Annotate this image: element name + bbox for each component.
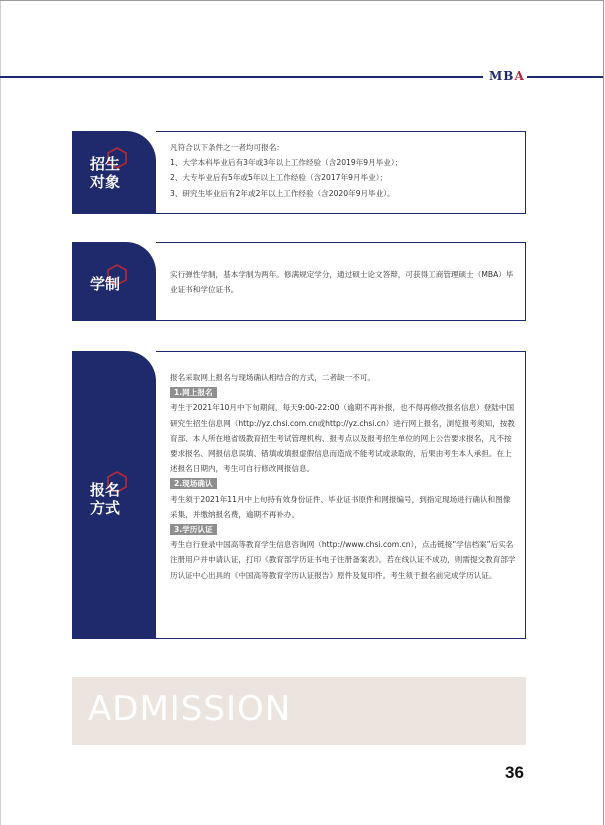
eligibility-item-1: 1、大学本科毕业后有3年或3年以上工作经验（含2019年9月毕业）；: [170, 158, 403, 168]
header-rule: [0, 76, 483, 78]
step-title-verification: 3.学历认证: [170, 524, 217, 535]
admission-banner: [72, 677, 526, 745]
header-rule-right: [527, 76, 603, 78]
step-text-online: 考生于2021年10月中下旬期间，每天9:00-22:00（逾期不再补报，也不得再修改报名信息）登陆中国研究生招生信息网（http://yz.chsi.com.cn或http://yz.chsi.cn）进行网上报名，浏览报考须知，按教育部、本人所在地省级教育招生考试管理机构、报考点以及报考招生单位的网上公告要求报名，凡不按要求报名、网报信息误填、错填或填报虚假信息而造成不能考试或录取的，后果由考生本人承担。在上述报名日期内，考生可自行修改网报信息。: [170, 403, 515, 474]
logo-letter-a: A: [514, 69, 525, 83]
section-box-program: [156, 242, 526, 321]
section-label-program: [72, 242, 156, 321]
section-label-eligibility: [72, 131, 156, 214]
section-program: [72, 242, 526, 321]
section-registration: [72, 351, 526, 639]
step-title-onsite: 2.现场确认: [170, 478, 217, 489]
eligibility-intro: 凡符合以下条件之一者均可报名：: [170, 143, 284, 152]
registration-intro: 报名采取网上报名与现场确认相结合的方式，二者缺一不可。: [170, 373, 376, 382]
eligibility-text: [170, 140, 515, 201]
section-title-eligibility: 招生 对象: [90, 155, 121, 191]
step-text-verification: 考生自行登录中国高等教育学生信息咨询网（http://www.chsi.com.cn），点击链接“学信档案”后实名注册用户并申请认证，打印《教育部学历证书电子注册备案表》。若在线认证不成功，则需提交教育部学历认证中心出具的《中国高等教育学历认证报告》原件及复印件。考生须于报名前完成学历认证。: [170, 540, 516, 580]
logo-letter-b: B: [503, 69, 515, 83]
registration-text: [170, 370, 516, 583]
eligibility-item-3: 3、研究生毕业后有2年或2年以上工作经验（含2020年9月毕业）。: [170, 188, 395, 198]
logo-letter-m: M: [489, 69, 504, 83]
section-title-registration: 报名 方式: [90, 481, 121, 517]
step-title-online: 1.网上报名: [170, 387, 217, 398]
page-frame-right: [603, 0, 604, 825]
page-number: 36: [505, 763, 524, 782]
section-title-program: 学制: [90, 275, 121, 293]
admission-banner-text: ADMISSION: [88, 689, 292, 729]
page-frame-top: [0, 0, 603, 1]
mba-logo: [489, 69, 525, 83]
section-label-registration: [72, 351, 156, 639]
section-box-registration: [156, 351, 526, 639]
program-text: 实行弹性学制，基本学制为两年。修满规定学分，通过硕士论文答辩，可获得工商管理硕士（MBA）毕业证书和学位证书。: [170, 270, 514, 295]
section-eligibility: [72, 131, 526, 214]
page-frame-left: [0, 0, 1, 825]
step-text-onsite: 考生须于2021年11月中上旬持有效身份证件、毕业证书原件和网报编号，到指定现场进行确认和图像采集，并缴纳报名费，逾期不再补办。: [170, 494, 511, 519]
section-box-eligibility: [156, 131, 526, 214]
eligibility-item-2: 2、大专毕业后有5年或5年以上工作经验（含2017年9月毕业）；: [170, 173, 388, 183]
